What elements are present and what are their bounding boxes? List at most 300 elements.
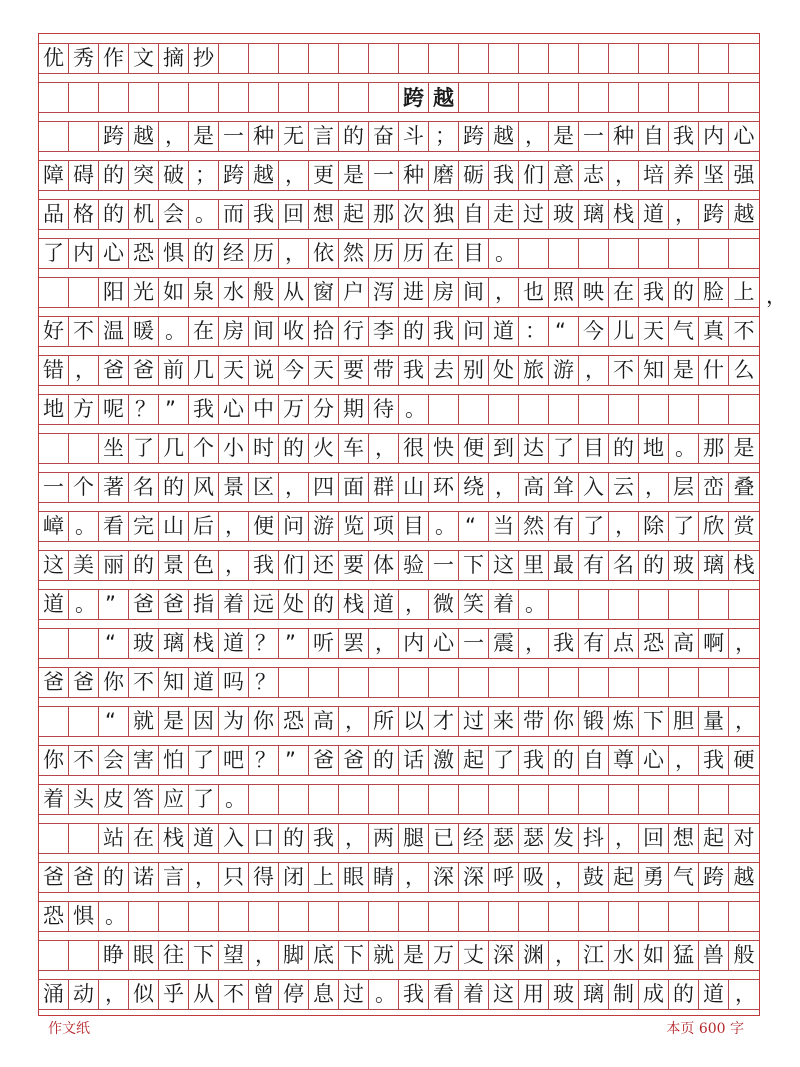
grid-cell: 。: [219, 785, 249, 814]
grid-cell: 知: [639, 356, 669, 385]
grid-cell: 秀: [69, 44, 99, 73]
text-row: [39, 901, 759, 932]
grid-cell: 是: [669, 356, 699, 385]
grid-cell: 起: [459, 746, 489, 775]
grid-cell: ，: [219, 512, 249, 541]
grid-cell: [609, 668, 639, 697]
grid-cell: 不: [69, 317, 99, 346]
grid-cell: 想: [669, 824, 699, 853]
grid-cell: [39, 434, 69, 463]
grid-cell: 爸: [309, 746, 339, 775]
grid-cell: 水: [609, 941, 639, 970]
grid-cell: 啊: [699, 629, 729, 658]
grid-cell: 量: [699, 707, 729, 736]
grid-cell: 为: [219, 707, 249, 736]
grid-cell: 尊: [609, 746, 639, 775]
grid-cell: 游: [309, 512, 339, 541]
grid-cell: 言: [309, 122, 339, 151]
grid-cell: [429, 44, 459, 73]
grid-cell: 的: [159, 473, 189, 502]
grid-cell: [69, 707, 99, 736]
grid-cell: 种: [609, 122, 639, 151]
grid-cell: 璃: [579, 980, 609, 1009]
grid-cell: 户: [339, 278, 369, 307]
grid-cell: ，: [399, 863, 429, 892]
grid-cell: 用: [519, 980, 549, 1009]
grid-cell: ；: [189, 161, 219, 190]
grid-cell: [369, 902, 399, 931]
grid-cell: [669, 239, 699, 268]
grid-cell: 起: [609, 863, 639, 892]
grid-cell: 了: [39, 239, 69, 268]
grid-cell: 。: [429, 512, 459, 541]
grid-cell: 目: [399, 512, 429, 541]
grid-cell: 错: [39, 356, 69, 385]
grid-cell: 着: [39, 785, 69, 814]
grid-cell: 气: [669, 317, 699, 346]
grid-cell: 的: [309, 590, 339, 619]
grid-cell: 历: [399, 239, 429, 268]
grid-cell: [369, 785, 399, 814]
grid-cell: 验: [399, 551, 429, 580]
grid-cell: 间: [249, 317, 279, 346]
grid-cell: 。: [489, 239, 519, 268]
grid-cell: 越: [129, 122, 159, 151]
grid-cell: 入: [579, 473, 609, 502]
text-row: [39, 589, 759, 620]
grid-cell: [309, 668, 339, 697]
grid-cell: 们: [279, 551, 309, 580]
grid-cell: 景: [159, 551, 189, 580]
grid-cell: 渊: [519, 941, 549, 970]
grid-cell: [39, 824, 69, 853]
grid-cell: 玻: [129, 629, 159, 658]
text-row: [39, 823, 759, 854]
grid-cell: [669, 83, 699, 112]
grid-cell: [219, 44, 249, 73]
grid-cell: [549, 668, 579, 697]
grid-cell: 不: [219, 980, 249, 1009]
grid-cell: 璃: [159, 629, 189, 658]
grid-cell: 美: [69, 551, 99, 580]
grid-cell: 这: [39, 551, 69, 580]
grid-cell: 经: [459, 824, 489, 853]
grid-cell: 的: [99, 161, 129, 190]
grid-cell: 项: [369, 512, 399, 541]
grid-cell: 激: [429, 746, 459, 775]
grid-cell: 远: [249, 590, 279, 619]
grid-cell: 旅: [519, 356, 549, 385]
grid-cell: 一: [219, 122, 249, 151]
grid-cell: 制: [609, 980, 639, 1009]
grid-cell: 砺: [459, 161, 489, 190]
grid-cell: 今: [279, 356, 309, 385]
grid-cell: 。: [189, 200, 219, 229]
grid-cell: ：: [519, 317, 549, 346]
grid-cell: 吧: [219, 746, 249, 775]
grid-cell: 下: [459, 551, 489, 580]
grid-cell: 儿: [609, 317, 639, 346]
grid-cell: 下: [339, 941, 369, 970]
grid-cell: [639, 239, 669, 268]
grid-cell: 栈: [189, 629, 219, 658]
grid-cell: [399, 44, 429, 73]
grid-cell: 依: [309, 239, 339, 268]
grid-cell: 笑: [459, 590, 489, 619]
grid-cell: 自: [639, 122, 669, 151]
text-row: [39, 979, 759, 1010]
grid-cell: 然: [339, 239, 369, 268]
grid-cell: 然: [519, 512, 549, 541]
grid-cell: 锻: [579, 707, 609, 736]
grid-cell: 恐: [129, 239, 159, 268]
grid-cell: 爸: [159, 590, 189, 619]
grid-cell: [579, 44, 609, 73]
grid-cell: 历: [369, 239, 399, 268]
grid-cell: 的: [639, 551, 669, 580]
grid-cell: 历: [249, 239, 279, 268]
grid-cell: 心: [429, 629, 459, 658]
grid-cell: 目: [459, 239, 489, 268]
grid-cell: 天: [639, 317, 669, 346]
grid-cell: 底: [309, 941, 339, 970]
grid-cell: [699, 44, 729, 73]
grid-cell: 温: [99, 317, 129, 346]
grid-cell: 回: [639, 824, 669, 853]
grid-cell: 次: [399, 200, 429, 229]
grid-cell: 的: [549, 746, 579, 775]
grid-cell: [699, 785, 729, 814]
grid-cell: 诺: [129, 863, 159, 892]
grid-cell: 的: [669, 980, 699, 1009]
grid-cell: 完: [129, 512, 159, 541]
grid-cell: 区: [249, 473, 279, 502]
grid-cell: [579, 590, 609, 619]
grid-cell: 爸: [39, 863, 69, 892]
grid-cell: 抖: [579, 824, 609, 853]
grid-cell: [579, 668, 609, 697]
grid-cell: 四: [309, 473, 339, 502]
grid-cell: [39, 278, 69, 307]
grid-cell: 兽: [699, 941, 729, 970]
grid-cell: 丈: [459, 941, 489, 970]
grid-cell: [489, 902, 519, 931]
grid-cell: “: [99, 629, 129, 658]
grid-cell: 格: [69, 200, 99, 229]
grid-cell: 前: [159, 356, 189, 385]
grid-cell: [699, 668, 729, 697]
grid-cell: [399, 668, 429, 697]
grid-cell: 上: [733, 280, 755, 304]
grid-cell: [729, 902, 759, 931]
grid-cell: ，: [519, 122, 549, 151]
grid-cell: [69, 122, 99, 151]
grid-cell: 有: [579, 551, 609, 580]
grid-cell: 高: [519, 473, 549, 502]
grid-cell: [639, 590, 669, 619]
grid-cell: [549, 83, 579, 112]
grid-cell: 分: [309, 395, 339, 424]
grid-cell: 。: [669, 434, 699, 463]
grid-cell: 曾: [249, 980, 279, 1009]
grid-cell: 阳: [99, 278, 129, 307]
grid-cell: ，: [549, 941, 579, 970]
grid-cell: 景: [219, 473, 249, 502]
text-row: [39, 667, 759, 698]
grid-cell: 一: [459, 629, 489, 658]
grid-cell: [639, 83, 669, 112]
grid-cell: ，: [519, 629, 549, 658]
grid-cell: 越: [489, 122, 519, 151]
grid-cell: 了: [489, 746, 519, 775]
grid-cell: ，: [489, 278, 519, 307]
grid-cell: 要: [339, 356, 369, 385]
grid-cell: 山: [399, 473, 429, 502]
grid-cell: ，: [279, 473, 309, 502]
grid-cell: 睛: [369, 863, 399, 892]
grid-cell: ，: [669, 746, 699, 775]
text-row: [39, 160, 759, 191]
grid-cell: 那: [369, 200, 399, 229]
grid-cell: 看: [429, 980, 459, 1009]
grid-cell: ，: [399, 590, 429, 619]
grid-cell: 瑟: [519, 824, 549, 853]
grid-cell: 成: [639, 980, 669, 1009]
grid-cell: 爸: [69, 668, 99, 697]
grid-cell: 从: [279, 278, 309, 307]
grid-cell: 深: [489, 941, 519, 970]
grid-cell: 的: [399, 317, 429, 346]
grid-cell: 里: [519, 551, 549, 580]
grid-cell: 越: [249, 161, 279, 190]
grid-cell: 很: [399, 434, 429, 463]
grid-cell: 山: [159, 512, 189, 541]
grid-cell: 想: [309, 200, 339, 229]
grid-cell: ，: [279, 239, 309, 268]
grid-cell: 的: [279, 434, 309, 463]
grid-cell: 爸: [129, 590, 159, 619]
grid-cell: 赏: [733, 514, 755, 538]
grid-cell: 点: [609, 629, 639, 658]
grid-cell: 不: [129, 668, 159, 697]
grid-cell: 心: [639, 746, 669, 775]
grid-cell: 处: [489, 356, 519, 385]
grid-cell: ，: [69, 356, 99, 385]
grid-cell: 在: [189, 317, 219, 346]
grid-cell: [669, 902, 699, 931]
grid-cell: 鼓: [579, 863, 609, 892]
grid-cell: [549, 44, 579, 73]
grid-cell: 高: [669, 629, 699, 658]
grid-cell: [699, 590, 729, 619]
grid-cell: 璃: [699, 551, 729, 580]
grid-cell: [459, 902, 489, 931]
text-row: [39, 472, 759, 503]
grid-cell: 。: [69, 590, 99, 619]
grid-cell: 自: [459, 200, 489, 229]
grid-cell: 李: [369, 317, 399, 346]
grid-cell: 了: [189, 746, 219, 775]
grid-cell: 过: [339, 980, 369, 1009]
grid-cell: 得: [249, 863, 279, 892]
grid-cell: [579, 83, 609, 112]
grid-cell: 心: [219, 395, 249, 424]
grid-cell: [519, 239, 549, 268]
grid-cell: ，: [609, 512, 639, 541]
grid-cell: 指: [189, 590, 219, 619]
grid-cell: 我: [249, 551, 279, 580]
grid-cell: 文: [129, 44, 159, 73]
grid-cell: [249, 785, 279, 814]
grid-cell: 爸: [69, 863, 99, 892]
grid-cell: 种: [399, 161, 429, 190]
grid-cell: 是: [733, 436, 755, 460]
grid-cell: [549, 785, 579, 814]
grid-cell: [549, 395, 579, 424]
grid-cell: 我: [489, 161, 519, 190]
grid-cell: 玻: [669, 551, 699, 580]
grid-cell: [429, 668, 459, 697]
grid-cell: [159, 902, 189, 931]
grid-cell: [39, 122, 69, 151]
grid-cell: 恐: [279, 707, 309, 736]
grid-cell: 今: [579, 317, 609, 346]
grid-cell: 这: [489, 980, 519, 1009]
grid-cell: 似: [129, 980, 159, 1009]
grid-cell: 瑟: [489, 824, 519, 853]
grid-cell: [579, 239, 609, 268]
grid-cell: 心: [99, 239, 129, 268]
grid-cell: 了: [579, 512, 609, 541]
grid-cell: 回: [279, 200, 309, 229]
grid-cell: 走: [489, 200, 519, 229]
grid-cell: 道: [369, 590, 399, 619]
grid-cell: 间: [459, 278, 489, 307]
grid-cell: 你: [99, 668, 129, 697]
grid-cell: 房: [429, 278, 459, 307]
grid-cell: 在: [429, 239, 459, 268]
grid-cell: 快: [429, 434, 459, 463]
grid-cell: 惧: [159, 239, 189, 268]
grid-cell: 斗: [399, 122, 429, 151]
grid-cell: 泉: [189, 278, 219, 307]
grid-cell: 有: [579, 629, 609, 658]
grid-cell: [249, 44, 279, 73]
grid-cell: 我: [309, 824, 339, 853]
grid-cell: 我: [519, 746, 549, 775]
grid-cell: 火: [309, 434, 339, 463]
text-row: [39, 628, 759, 659]
grid-cell: 吗: [219, 668, 249, 697]
grid-cell: 的: [369, 746, 399, 775]
grid-cell: [189, 83, 219, 112]
grid-cell: 我: [639, 278, 669, 307]
grid-cell: 我: [549, 629, 579, 658]
grid-cell: [609, 239, 639, 268]
grid-cell: [519, 785, 549, 814]
grid-cell: [429, 785, 459, 814]
grid-cell: 的: [339, 122, 369, 151]
grid-cell: 勇: [639, 863, 669, 892]
grid-cell: 栈: [609, 200, 639, 229]
grid-cell: 江: [579, 941, 609, 970]
grid-cell: [489, 395, 519, 424]
grid-cell: [279, 668, 309, 697]
grid-cell: 跨: [219, 161, 249, 190]
grid-cell: 以: [399, 707, 429, 736]
grid-cell: 微: [429, 590, 459, 619]
grid-cell: 中: [249, 395, 279, 424]
grid-cell: 看: [99, 512, 129, 541]
grid-cell: 达: [519, 434, 549, 463]
grid-cell: 光: [129, 278, 159, 307]
grid-cell: 方: [69, 395, 99, 424]
grid-cell: 入: [219, 824, 249, 853]
grid-cell: [669, 590, 699, 619]
grid-cell: 的: [99, 863, 129, 892]
grid-cell: [609, 395, 639, 424]
grid-cell: 道: [699, 980, 729, 1009]
grid-cell: 起: [339, 200, 369, 229]
grid-cell: 一: [369, 161, 399, 190]
grid-cell: 色: [189, 551, 219, 580]
grid-cell: 跨: [459, 122, 489, 151]
grid-cell: ，: [549, 863, 579, 892]
grid-cell: 坚: [699, 161, 729, 190]
grid-cell: ，: [735, 982, 757, 1006]
grid-cell: 在: [129, 824, 159, 853]
grid-cell: [699, 239, 729, 268]
grid-cell: [459, 44, 489, 73]
grid-cell: [669, 785, 699, 814]
grid-cell: ，: [609, 824, 639, 853]
grid-cell: 意: [549, 161, 579, 190]
grid-cell: [339, 44, 369, 73]
grid-cell: 天: [219, 356, 249, 385]
text-row: [39, 316, 759, 347]
grid-cell: 要: [339, 551, 369, 580]
grid-cell: 坐: [99, 434, 129, 463]
grid-cell: 过: [519, 200, 549, 229]
grid-cell: [69, 83, 99, 112]
grid-cell: [309, 902, 339, 931]
grid-cell: 个: [69, 473, 99, 502]
grid-cell: 水: [219, 278, 249, 307]
grid-cell: 在: [609, 278, 639, 307]
grid-cell: 停: [279, 980, 309, 1009]
grid-cell: 小: [219, 434, 249, 463]
grid-cell: [489, 668, 519, 697]
text-row: [39, 238, 759, 269]
grid-cell: 呼: [489, 863, 519, 892]
grid-cell: 带: [519, 707, 549, 736]
grid-cell: 。: [519, 590, 549, 619]
grid-cell: [639, 785, 669, 814]
grid-cell: 起: [699, 824, 729, 853]
text-row: [39, 43, 759, 74]
grid-cell: [699, 395, 729, 424]
grid-cell: [729, 239, 759, 268]
grid-cell: 皮: [99, 785, 129, 814]
grid-cell: [69, 629, 99, 658]
grid-cell: [639, 668, 669, 697]
grid-cell: [279, 83, 309, 112]
grid-cell: ，: [219, 551, 249, 580]
grid-cell: [609, 44, 639, 73]
grid-cell: [39, 707, 69, 736]
grid-cell: 只: [219, 863, 249, 892]
grid-cell: 作: [99, 44, 129, 73]
